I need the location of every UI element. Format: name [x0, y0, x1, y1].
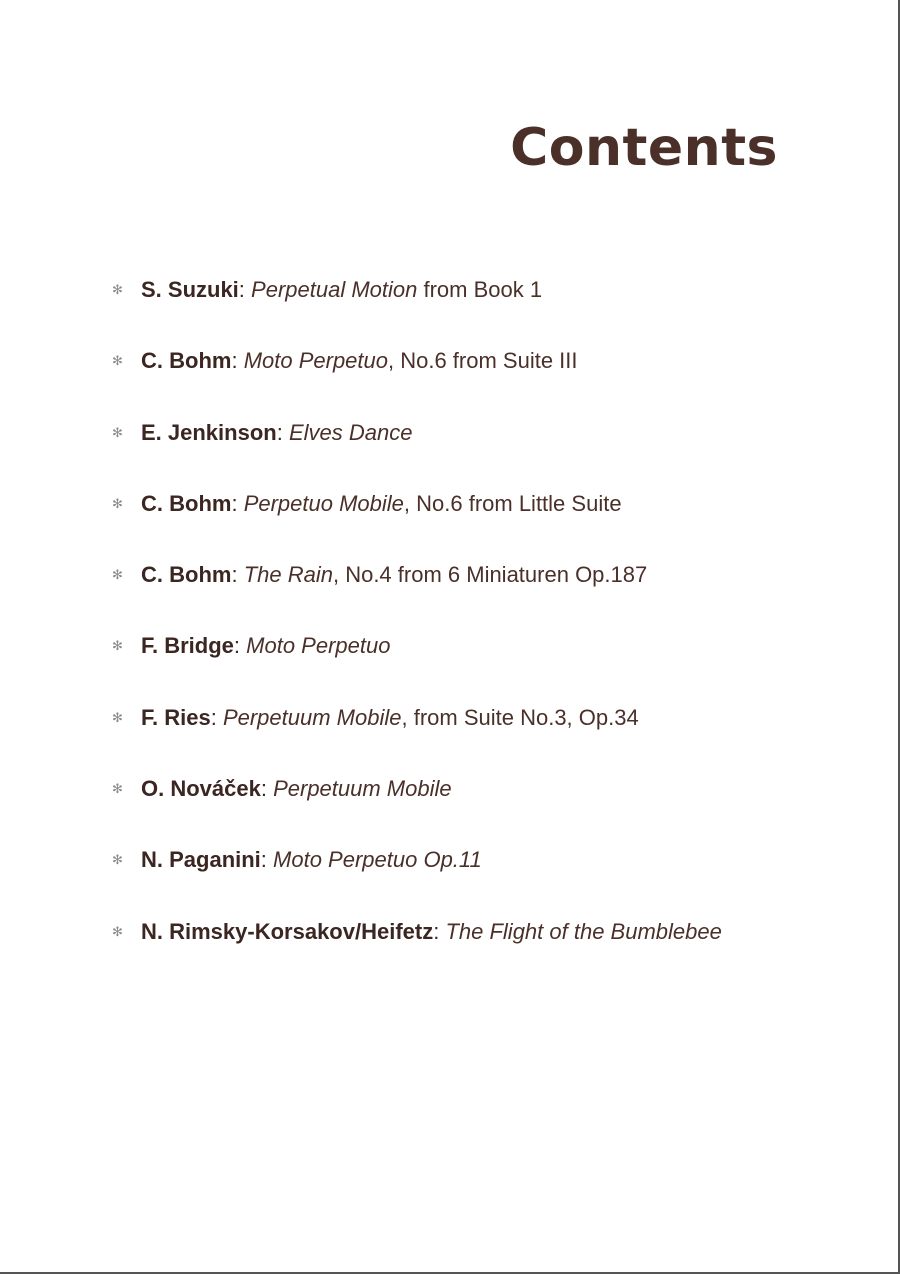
asterisk-bullet-icon: ✻: [112, 567, 123, 583]
composer-name: F. Ries: [141, 704, 211, 730]
asterisk-bullet-icon: ✻: [112, 282, 123, 297]
composer-name: C. Bohm: [141, 562, 232, 588]
work-detail: , No.4 from 6 Miniaturen Op.187: [332, 562, 648, 588]
asterisk-bullet-icon: ✻: [112, 638, 123, 654]
composer-name: C. Bohm: [141, 348, 232, 374]
contents-entry: ✻ F. Ries: Perpetuum Mobile, from Suite No.3, Op.34: [112, 700, 722, 771]
asterisk-bullet-icon: ✻: [112, 852, 123, 868]
contents-entry: ✻ O. Nováček: Perpetuum Mobile: [112, 771, 722, 842]
composer-name: N. Rimsky-Korsakov/Heifetz: [141, 918, 434, 944]
composer-name: S. Suzuki: [141, 277, 239, 302]
work-title: Moto Perpetuo Op.11: [273, 847, 482, 873]
composer-name: E. Jenkinson: [141, 419, 277, 445]
work-title: Moto Perpetuo: [246, 633, 391, 659]
contents-entry: ✻ E. Jenkinson: Elves Dance: [112, 415, 722, 486]
composer-name: C. Bohm: [141, 490, 232, 516]
contents-entry: ✻ C. Bohm: Perpetuo Mobile, No.6 from Little Suite: [112, 486, 722, 557]
asterisk-bullet-icon: ✻: [112, 353, 123, 369]
composer-name: O. Nováček: [141, 776, 261, 802]
asterisk-bullet-icon: ✻: [112, 424, 123, 440]
asterisk-bullet-icon: ✻: [112, 709, 123, 725]
work-title: Perpetuum Mobile: [273, 776, 452, 802]
contents-entry: ✻ N. Rimsky-Korsakov/Heifetz: The Flight of the Bumblebee: [112, 914, 722, 985]
page-title: Contents: [510, 118, 778, 178]
work-detail: , No.6 from Little Suite: [403, 490, 622, 516]
asterisk-bullet-icon: ✻: [112, 781, 123, 797]
work-title: The Rain: [243, 562, 333, 588]
work-title: Moto Perpetuo: [243, 348, 388, 374]
work-detail: , No.6 from Suite III: [388, 348, 578, 374]
contents-entry: ✻ C. Bohm: The Rain, No.4 from 6 Miniaturen Op.187: [112, 557, 722, 628]
composer-name: F. Bridge: [141, 633, 234, 659]
work-title: Perpetuum Mobile: [222, 704, 402, 730]
work-detail: , from Suite No.3, Op.34: [401, 704, 639, 730]
work-title: Perpetual Motion: [251, 277, 418, 302]
contents-entry: ✻ S. Suzuki: Perpetual Motion from Book 1: [112, 272, 722, 343]
contents-entry: ✻ C. Bohm: Moto Perpetuo, No.6 from Suite III: [112, 343, 722, 414]
contents-entry: ✻ F. Bridge: Moto Perpetuo: [112, 628, 722, 699]
contents-entry: ✻ N. Paganini: Moto Perpetuo Op.11: [112, 842, 722, 913]
contents-list: [112, 272, 722, 985]
work-title: Elves Dance: [288, 419, 413, 445]
asterisk-bullet-icon: ✻: [112, 923, 123, 939]
composer-name: N. Paganini: [141, 847, 261, 873]
work-title: Perpetuo Mobile: [243, 490, 404, 516]
work-title: The Flight of the Bumblebee: [445, 918, 722, 944]
work-detail: from Book 1: [417, 277, 543, 302]
asterisk-bullet-icon: ✻: [112, 495, 123, 511]
